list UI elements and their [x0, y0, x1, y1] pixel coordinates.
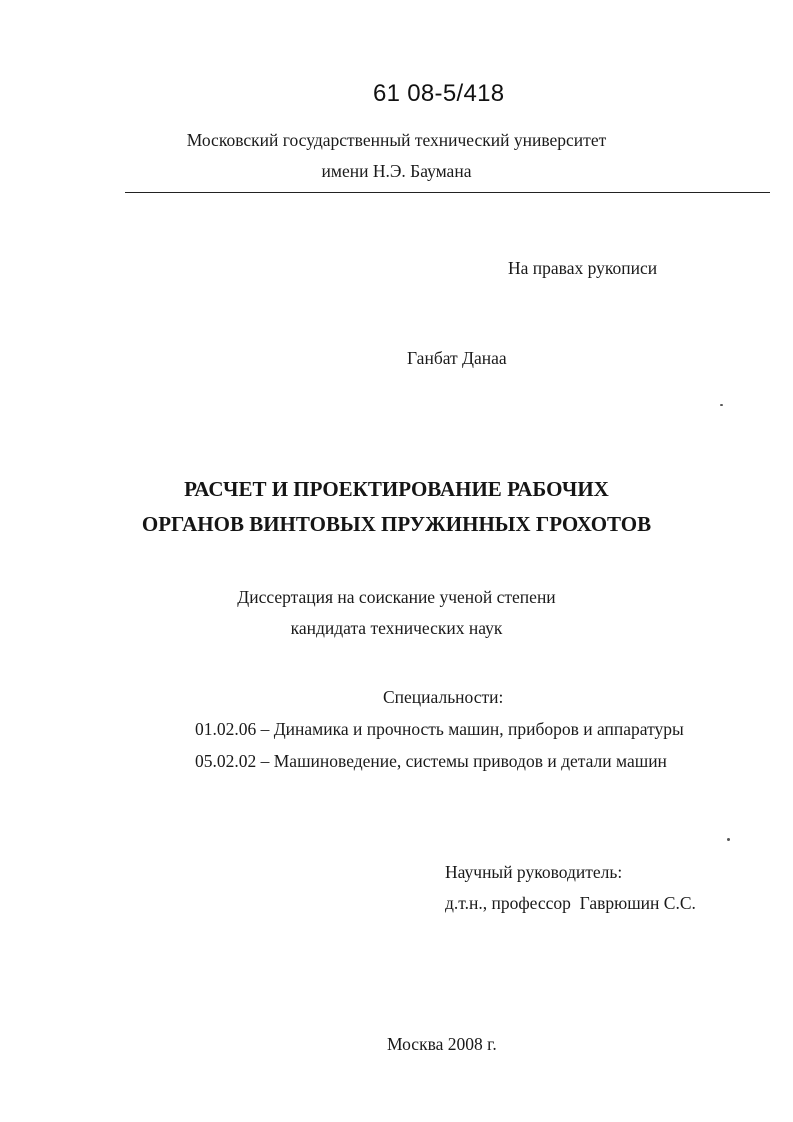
specialty-item: 01.02.06 – Динамика и прочность машин, приборов и аппаратуры [195, 719, 684, 739]
advisor-label: Научный руководитель: [445, 862, 623, 882]
place-and-year: Москва 2008 г. [387, 1034, 497, 1054]
specialty-item: 05.02.02 – Машиноведение, системы приводов и детали машин [195, 751, 667, 771]
degree-line-1: Диссертация на соискание ученой степени [237, 587, 556, 607]
specialties-heading: Специальности: [383, 687, 504, 707]
dissertation-title-line-1: РАСЧЕТ И ПРОЕКТИРОВАНИЕ РАБОЧИХ [184, 477, 609, 501]
university-name: Московский государственный технический университет [186, 130, 607, 150]
manuscript-rights-note: На правах рукописи [508, 258, 658, 278]
scan-speck [727, 838, 730, 841]
university-name-suffix: имени Н.Э. Баумана [321, 161, 472, 181]
advisor-name: д.т.н., профессор Гаврюшин С.С. [445, 893, 696, 913]
header-divider [125, 192, 770, 193]
degree-line-2: кандидата технических наук [290, 618, 503, 638]
author-name: Ганбат Данаа [407, 348, 507, 368]
registration-number: 61 08-5/418 [373, 80, 505, 107]
scan-speck [720, 404, 723, 406]
dissertation-title-line-2: ОРГАНОВ ВИНТОВЫХ ПРУЖИННЫХ ГРОХОТОВ [141, 512, 652, 536]
